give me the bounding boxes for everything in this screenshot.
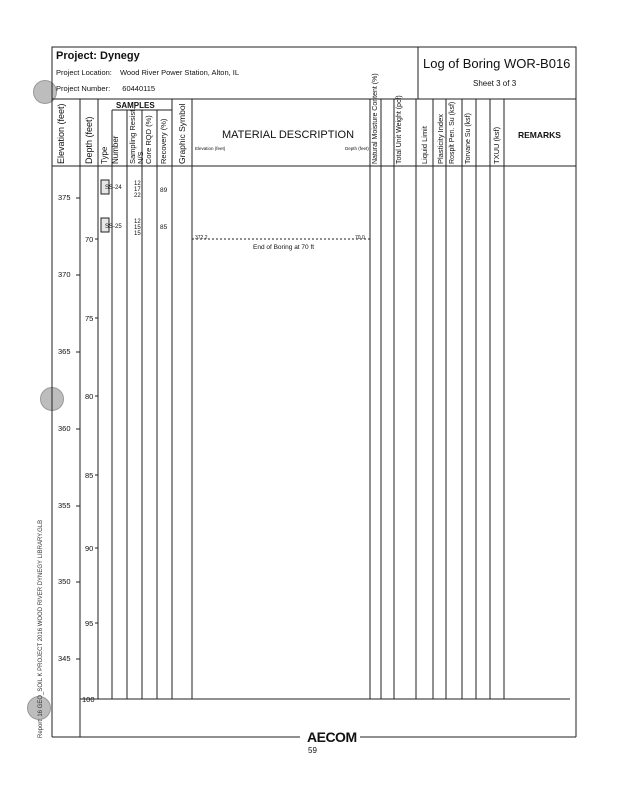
col-unit-weight: Total Unit Weight (pcf) <box>396 95 403 164</box>
project-number-label: Project Number: <box>56 84 111 93</box>
depth-tick: 100 <box>82 695 95 704</box>
samples-group-header: SAMPLES <box>116 101 155 110</box>
sample-blows: 12 15 15 <box>134 219 141 237</box>
col-n-value: N/S <box>136 151 145 164</box>
col-remarks: REMARKS <box>518 130 561 140</box>
col-liquid-limit: Liquid Limit <box>420 126 429 164</box>
col-moisture: Natural Moisture Content (%) <box>372 73 379 164</box>
location-label: Project Location: <box>56 68 112 77</box>
elevation-tick: 355 <box>58 501 71 510</box>
sheet-number: Sheet 3 of 3 <box>473 79 517 88</box>
project-number-value: 60440115 <box>122 84 156 93</box>
end-elevation: 372.2 <box>195 235 208 241</box>
aecom-logo: AECOM <box>307 729 357 745</box>
elevation-tick: 375 <box>58 193 71 202</box>
col-txuu: TXUU (ksf) <box>492 126 501 164</box>
elevation-tick: 370 <box>58 270 71 279</box>
depth-label-small: Depth (feet) <box>345 146 369 151</box>
col-core-rqd: Core RQD (%) <box>144 115 153 164</box>
col-plasticity: Plasticity Index <box>436 113 445 164</box>
end-of-boring-note: End of Boring at 70 ft <box>253 244 315 251</box>
elevation-tick: 365 <box>58 347 71 356</box>
col-sampling-resist: Sampling Resist. <box>128 107 137 164</box>
end-depth: 70.0 <box>355 235 365 241</box>
sample-recovery: 85 <box>160 224 168 231</box>
sample-id: SS-24 <box>105 185 122 191</box>
depth-tick: 80 <box>85 392 94 401</box>
page-number: 59 <box>308 746 317 755</box>
col-depth: Depth (feet) <box>84 116 94 164</box>
depth-tick: 70 <box>85 235 94 244</box>
project-label: Project: <box>56 50 97 62</box>
depth-tick: 85 <box>85 471 94 480</box>
location-value: Wood River Power Station, Alton, IL <box>119 68 240 77</box>
elevation-tick: 360 <box>58 424 71 433</box>
col-elevation: Elevation (feet) <box>56 103 66 164</box>
col-torvane: Torvane Su (ksf) <box>465 113 472 164</box>
col-material-description: MATERIAL DESCRIPTION <box>222 129 355 141</box>
depth-tick: 95 <box>85 619 94 628</box>
col-graphic-symbol: Graphic Symbol <box>177 103 187 164</box>
sample-id: SS-25 <box>105 224 122 230</box>
report-side-text: Report: 16 GEO_SOIL K PROJECT 2016 WOOD RIVER DYNEGY LIBRARY.GLB <box>38 519 44 738</box>
col-type: Type <box>100 146 109 164</box>
sample-recovery: 89 <box>160 187 168 194</box>
elevation-tick: 350 <box>58 577 71 586</box>
col-recovery: Recovery (%) <box>159 118 168 164</box>
col-rosplt-pen: Rosplt Pen. Su (ksf) <box>449 101 456 164</box>
depth-tick: 75 <box>85 314 94 323</box>
elevation-tick: 345 <box>58 654 71 663</box>
log-title: Log of Boring WOR-B016 <box>423 56 571 71</box>
project-name: Dynegy <box>100 50 140 62</box>
col-number: Number <box>111 135 120 164</box>
surface-elevation-label: Elevation (feet) <box>195 146 226 151</box>
sample-blows: 12 17 22 <box>134 181 141 199</box>
depth-tick: 90 <box>85 544 94 553</box>
